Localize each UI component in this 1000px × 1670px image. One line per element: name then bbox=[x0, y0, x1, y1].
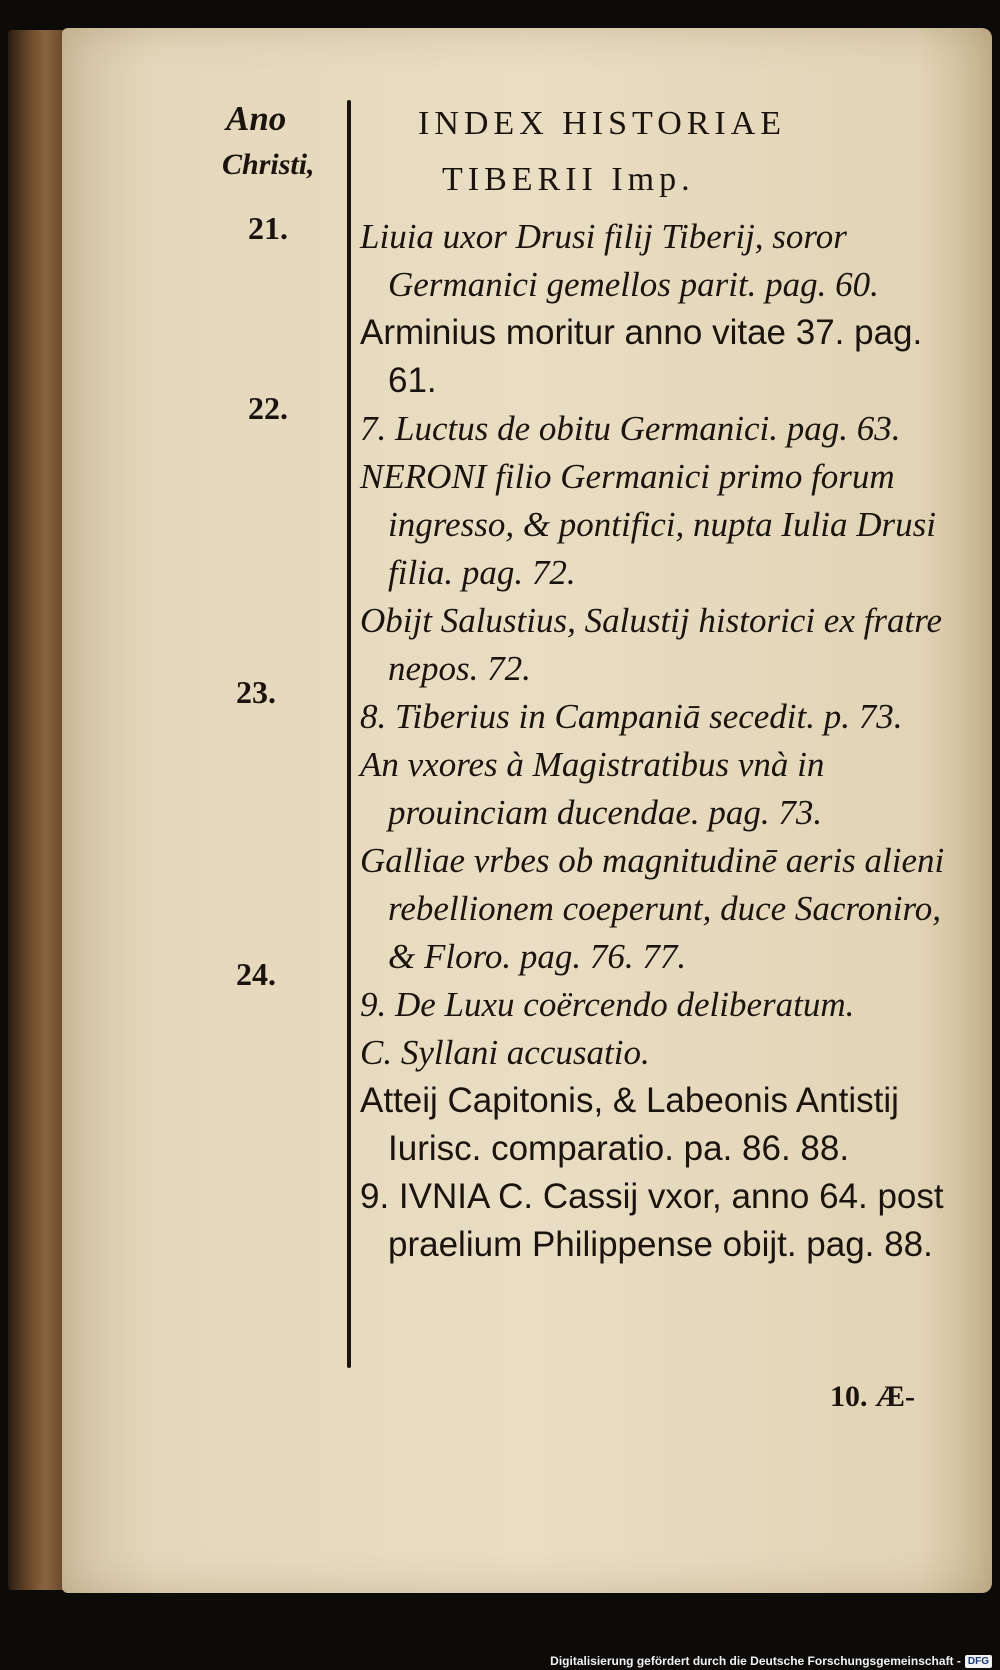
index-entry: 9. De Luxu coërcendo deliberatum. bbox=[360, 985, 855, 1024]
index-entry: 8. Tiberius in Campaniā secedit. p. 73. bbox=[360, 697, 903, 736]
year-21: 21. bbox=[248, 210, 288, 246]
index-entry: An vxores à Magistratibus vnà in prouinciam ducendae. pag. 73. bbox=[360, 745, 825, 832]
running-head-title: INDEX HISTORIAE bbox=[418, 105, 787, 142]
column-rule bbox=[347, 100, 351, 1368]
book-binding bbox=[8, 30, 70, 1590]
running-head-subtitle: TIBERII Imp. bbox=[442, 161, 695, 198]
index-entry: NERONI filio Germanici primo forum ingresso, & pontifici, nupta Iulia Drusi filia. pag. 72. bbox=[360, 457, 937, 592]
index-entry: Atteij Capitonis, & Labeonis Antistij Iurisc. comparatio. pa. 86. 88. bbox=[360, 1081, 899, 1168]
index-entry: C. Syllani accusatio. bbox=[360, 1033, 650, 1072]
footer-text: Digitalisierung gefördert durch die Deutsche Forschungsgemeinschaft - bbox=[550, 1654, 961, 1668]
index-entry: Obijt Salustius, Salustij historici ex fratre nepos. 72. bbox=[360, 601, 943, 688]
year-22: 22. bbox=[248, 390, 288, 426]
index-entry: Liuia uxor Drusi filij Tiberij, soror Germanici gemellos parit. pag. 60. bbox=[360, 217, 879, 304]
digitization-footer bbox=[550, 1654, 992, 1668]
index-entry: 7. Luctus de obitu Germanici. pag. 63. bbox=[360, 409, 901, 448]
margin-header-christi: Christi, bbox=[222, 148, 315, 181]
catchword: 10. Æ- bbox=[830, 1380, 915, 1413]
margin-header-ano: Ano bbox=[226, 99, 287, 138]
year-24: 24. bbox=[236, 956, 276, 992]
index-entry: Arminius moritur anno vitae 37. pag. 61. bbox=[360, 313, 923, 400]
year-23: 23. bbox=[236, 674, 276, 710]
index-entry: 9. IVNIA C. Cassij vxor, anno 64. post praelium Philippense obijt. pag. 88. bbox=[360, 1177, 944, 1264]
dfg-logo-icon: DFG bbox=[965, 1655, 992, 1668]
index-entry: Galliae vrbes ob magnitudinē aeris alieni rebellionem coeperunt, duce Sacroniro, & Floro. pag. 76. 77. bbox=[360, 841, 945, 976]
index-entries bbox=[360, 213, 965, 1269]
